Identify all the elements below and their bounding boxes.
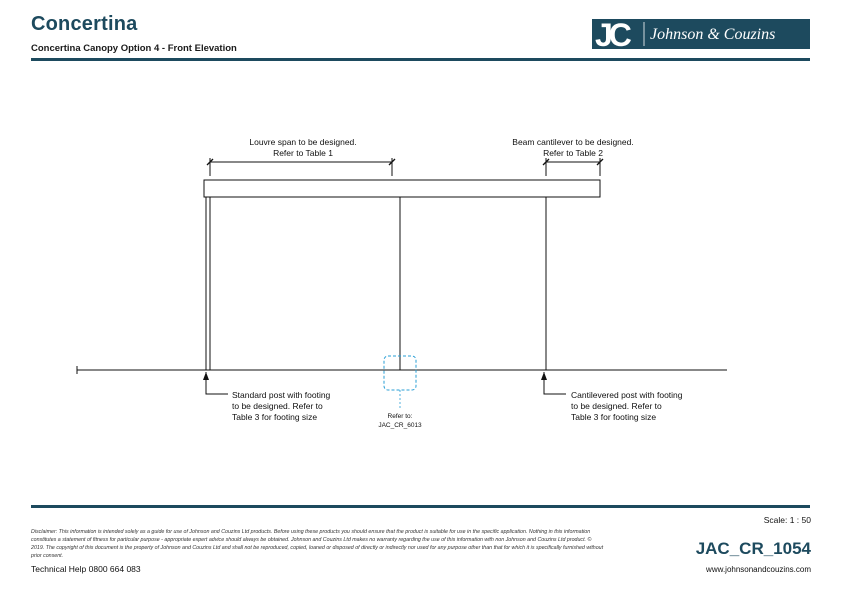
drawing-number: JAC_CR_1054 [695, 539, 811, 558]
beam [204, 180, 600, 197]
drawing-scale: Scale: 1 : 50 [763, 515, 811, 525]
logo-wordmark: Johnson & Couzins [650, 26, 776, 43]
page-subtitle: Concertina Canopy Option 4 - Front Elevation [31, 43, 237, 54]
arrow-cantilevered-post [541, 372, 547, 380]
arrow-standard-post [203, 372, 209, 380]
logo-monogram: JC [595, 19, 628, 49]
leader-standard-post [206, 372, 228, 394]
disclaimer-text: Disclaimer: This information is intended solely as a guide for use of Johnson and Couzins Ltd products. Before using these products you should ensure that the product is suitable for use in the specific application. Nothing in this information constitutes a statement of fitness for particular purpose - appropriate expert advice should always be obtained. Johnson and Couzins Ltd makes no warranty regarding the use of this information with non Johnson and Couzins Ltd product. © 2019. The copyright of this document is the property of Johnson and Couzins Ltd and shall not be reproduced, copied, loaned or disposed of directly or indirectly nor used for any purpose other than that for which it is specifically furnished without prior consent. [31, 529, 604, 559]
leader-cantilevered-post [544, 372, 566, 394]
louvre-span-note: Louvre span to be designed. Refer to Table 1 [249, 137, 357, 158]
standard-post-note: Standard post with footing to be designed. Refer to Table 3 for footing size [232, 390, 331, 422]
cantilevered-post-note: Cantilevered post with footing to be designed. Refer to Table 3 for footing size [571, 390, 683, 422]
page-title: Concertina [31, 13, 138, 35]
technical-help-phone: Technical Help 0800 664 083 [31, 564, 141, 574]
website-link[interactable]: www.johnsonandcouzins.com [706, 565, 811, 574]
footer-rule [31, 505, 810, 508]
beam-cantilever-note: Beam cantilever to be designed. Refer to Table 2 [512, 137, 634, 158]
detail-reference-note: Refer to: JAC_CR_6013 [378, 413, 422, 429]
